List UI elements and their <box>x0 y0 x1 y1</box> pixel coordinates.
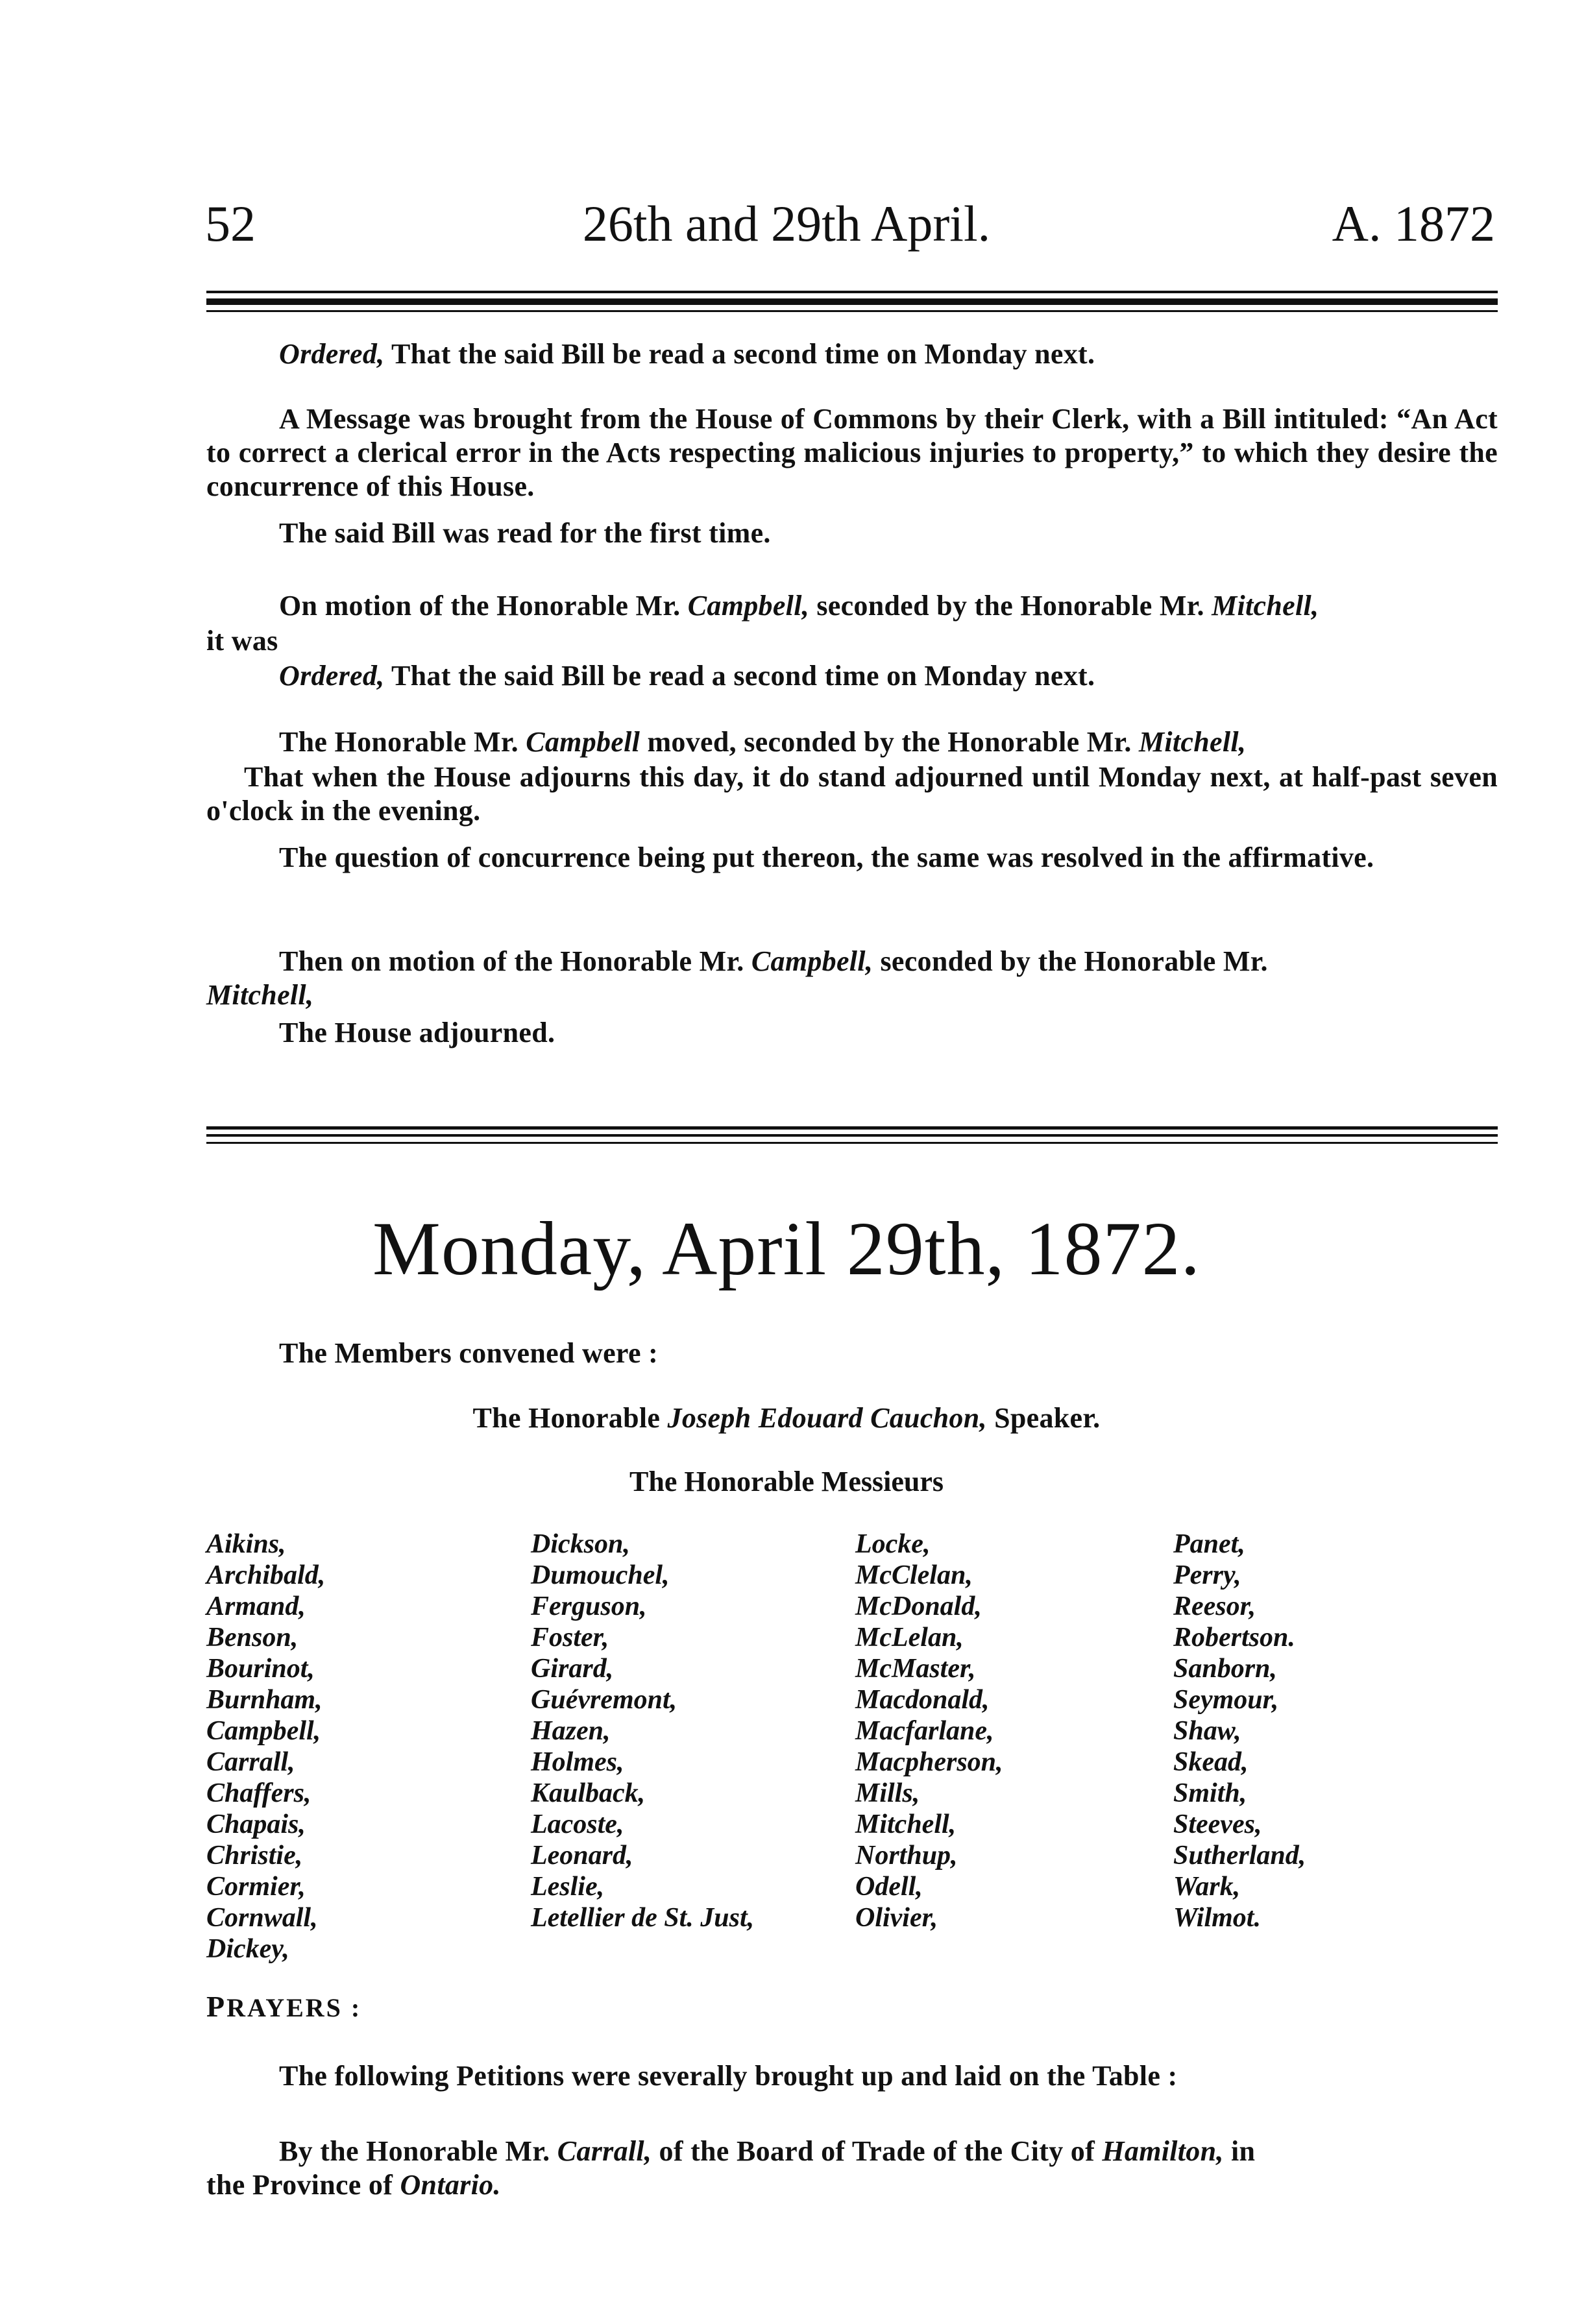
speaker-prefix: The Honorable <box>472 1402 668 1434</box>
motion2-seconder: Mitchell, <box>1138 726 1247 758</box>
petition-text-c: in <box>1223 2135 1256 2167</box>
member-name: Wilmot. <box>1173 1903 1261 1933</box>
member-name: Locke, <box>855 1529 931 1559</box>
petition-province: Ontario. <box>400 2169 501 2201</box>
member-name: Christie, <box>206 1841 303 1870</box>
running-year: A. 1872 <box>1332 195 1495 252</box>
seconder-name: Mitchell, <box>1212 590 1319 622</box>
paragraph-ordered-2 <box>206 659 1498 693</box>
member-name: Cormier, <box>206 1872 306 1902</box>
header-rule-thin <box>206 291 1498 293</box>
member-name: Smith, <box>1173 1778 1247 1808</box>
member-name: Sanborn, <box>1173 1654 1277 1684</box>
ordered-label: Ordered, <box>279 338 385 370</box>
member-name: McClelan, <box>855 1560 973 1590</box>
ordered-label-2: Ordered, <box>279 660 385 692</box>
members-convened-line: The Members convened were : <box>279 1337 659 1369</box>
motion3-text-b: seconded by the Honorable Mr. <box>873 945 1268 977</box>
petition-text-b: of the Board of Trade of the City of <box>652 2135 1103 2167</box>
member-name: McMaster, <box>855 1654 976 1684</box>
prayers-heading <box>206 1989 361 2024</box>
member-name: McDonald, <box>855 1592 982 1621</box>
motion3-seconder: Mitchell, <box>206 979 314 1011</box>
members-column-1 <box>206 1529 325 1965</box>
paragraph-message: A Message was brought from the House of Commons by their Clerk, with a Bill intituled: “An Act to correct a clerical error in the Acts respecting malicious injuries to property,” to which they desire the concurrence of this House. <box>206 403 1498 502</box>
member-name: Odell, <box>855 1872 923 1902</box>
member-name: Olivier, <box>855 1903 938 1933</box>
paragraph-it-was: it was <box>206 625 278 657</box>
petition-text-a: By the Honorable Mr. <box>279 2135 557 2167</box>
member-name: Macfarlane, <box>855 1716 994 1746</box>
petition-text-d: the Province of <box>206 2169 400 2201</box>
member-name: Foster, <box>531 1623 609 1652</box>
ordered-text: That the said Bill be read a second time on Monday next. <box>384 338 1095 370</box>
sitting-date-heading: Monday, April 29th, 1872. <box>372 1206 1201 1291</box>
member-name: Dickson, <box>531 1529 630 1559</box>
member-name: Robertson. <box>1173 1623 1295 1652</box>
speaker-line <box>0 1401 1573 1435</box>
paragraph-house-adjourned: The House adjourned. <box>279 1017 555 1048</box>
member-name: Burnham, <box>206 1685 323 1715</box>
speaker-name: Joseph Edouard Cauchon, <box>667 1402 987 1434</box>
motion-text-a: On motion of the Honorable Mr. <box>279 590 688 622</box>
motion3-mover: Campbell, <box>751 945 873 977</box>
member-name: Holmes, <box>531 1747 624 1777</box>
member-name: Campbell, <box>206 1716 321 1746</box>
petition-carrall <box>206 2135 1498 2202</box>
header-rule-bottom <box>206 310 1498 312</box>
motion2-mover: Campbell <box>526 726 640 758</box>
member-name: Skead, <box>1173 1747 1249 1777</box>
member-name: Cornwall, <box>206 1903 318 1933</box>
mover-name: Campbell, <box>687 590 810 622</box>
petition-city: Hamilton, <box>1102 2135 1224 2167</box>
messieurs-heading: The Honorable Messieurs <box>629 1466 944 1497</box>
member-name: Panet, <box>1173 1529 1245 1559</box>
member-name: Lacoste, <box>531 1810 624 1839</box>
member-name: Reesor, <box>1173 1592 1256 1621</box>
paragraph-adjournment-motion: That when the House adjourns this day, it do stand adjourned until Monday next, at half-past seven o'clock in the evening. <box>206 761 1498 827</box>
member-name: Chapais, <box>206 1810 306 1839</box>
member-name: McLelan, <box>855 1623 964 1652</box>
member-name: Dickey, <box>206 1934 289 1964</box>
paragraph-motion-2 <box>206 725 1498 759</box>
paragraph-motion-1 <box>206 589 1498 623</box>
member-name: Letellier de St. Just, <box>531 1903 755 1933</box>
member-name: Girard, <box>531 1654 614 1684</box>
member-name: Benson, <box>206 1623 299 1652</box>
motion3-text-a: Then on motion of the Honorable Mr. <box>279 945 751 977</box>
motion2-text-a: The Honorable Mr. <box>279 726 526 758</box>
member-name: Kaulback, <box>531 1778 646 1808</box>
page-number: 52 <box>205 195 256 252</box>
member-name: Macpherson, <box>855 1747 1003 1777</box>
member-name: Mills, <box>855 1778 920 1808</box>
member-name: Chaffers, <box>206 1778 311 1808</box>
header-rule-thick <box>206 298 1498 305</box>
members-column-3 <box>855 1529 1003 1933</box>
petitions-intro: The following Petitions were severally brought up and laid on the Table : <box>279 2060 1178 2092</box>
member-name: Carrall, <box>206 1747 295 1777</box>
members-column-2 <box>531 1529 754 1933</box>
paragraph-concurrence: The question of concurrence being put thereon, the same was resolved in the affirmative. <box>279 841 1374 873</box>
running-title: 26th and 29th April. <box>582 195 991 252</box>
member-name: Leslie, <box>531 1872 605 1902</box>
paragraph-motion-3 <box>206 945 1498 1012</box>
member-name: Hazen, <box>531 1716 611 1746</box>
prayers-rest: RAYERS : <box>226 1993 362 2022</box>
member-name: Northup, <box>855 1841 958 1870</box>
speaker-suffix: Speaker. <box>986 1402 1101 1434</box>
member-name: Aikins, <box>206 1529 286 1559</box>
member-name: Ferguson, <box>531 1592 647 1621</box>
section-rule-bottom <box>206 1142 1498 1144</box>
ordered-text-2: That the said Bill be read a second time on Monday next. <box>384 660 1095 692</box>
member-name: Seymour, <box>1173 1685 1279 1715</box>
prayers-initial: P <box>206 1990 227 2023</box>
member-name: Armand, <box>206 1592 306 1621</box>
paragraph-first-reading: The said Bill was read for the first time. <box>279 517 771 549</box>
member-name: Perry, <box>1173 1560 1241 1590</box>
member-name: Wark, <box>1173 1872 1241 1902</box>
paragraph-ordered-1 <box>206 337 1498 371</box>
member-name: Leonard, <box>531 1841 633 1870</box>
member-name: Mitchell, <box>855 1810 957 1839</box>
member-name: Steeves, <box>1173 1810 1262 1839</box>
petition-member: Carrall, <box>557 2135 652 2167</box>
section-rule-middle <box>206 1134 1498 1137</box>
member-name: Guévremont, <box>531 1685 677 1715</box>
member-name: Archibald, <box>206 1560 326 1590</box>
member-name: Sutherland, <box>1173 1841 1306 1870</box>
section-rule-top <box>206 1126 1498 1130</box>
motion-text-b: seconded by the Honorable Mr. <box>809 590 1212 622</box>
member-name: Shaw, <box>1173 1716 1241 1746</box>
member-name: Bourinot, <box>206 1654 315 1684</box>
member-name: Dumouchel, <box>531 1560 670 1590</box>
member-name: Macdonald, <box>855 1685 990 1715</box>
members-column-4 <box>1173 1529 1306 1933</box>
motion2-text-b: moved, seconded by the Honorable Mr. <box>640 726 1139 758</box>
